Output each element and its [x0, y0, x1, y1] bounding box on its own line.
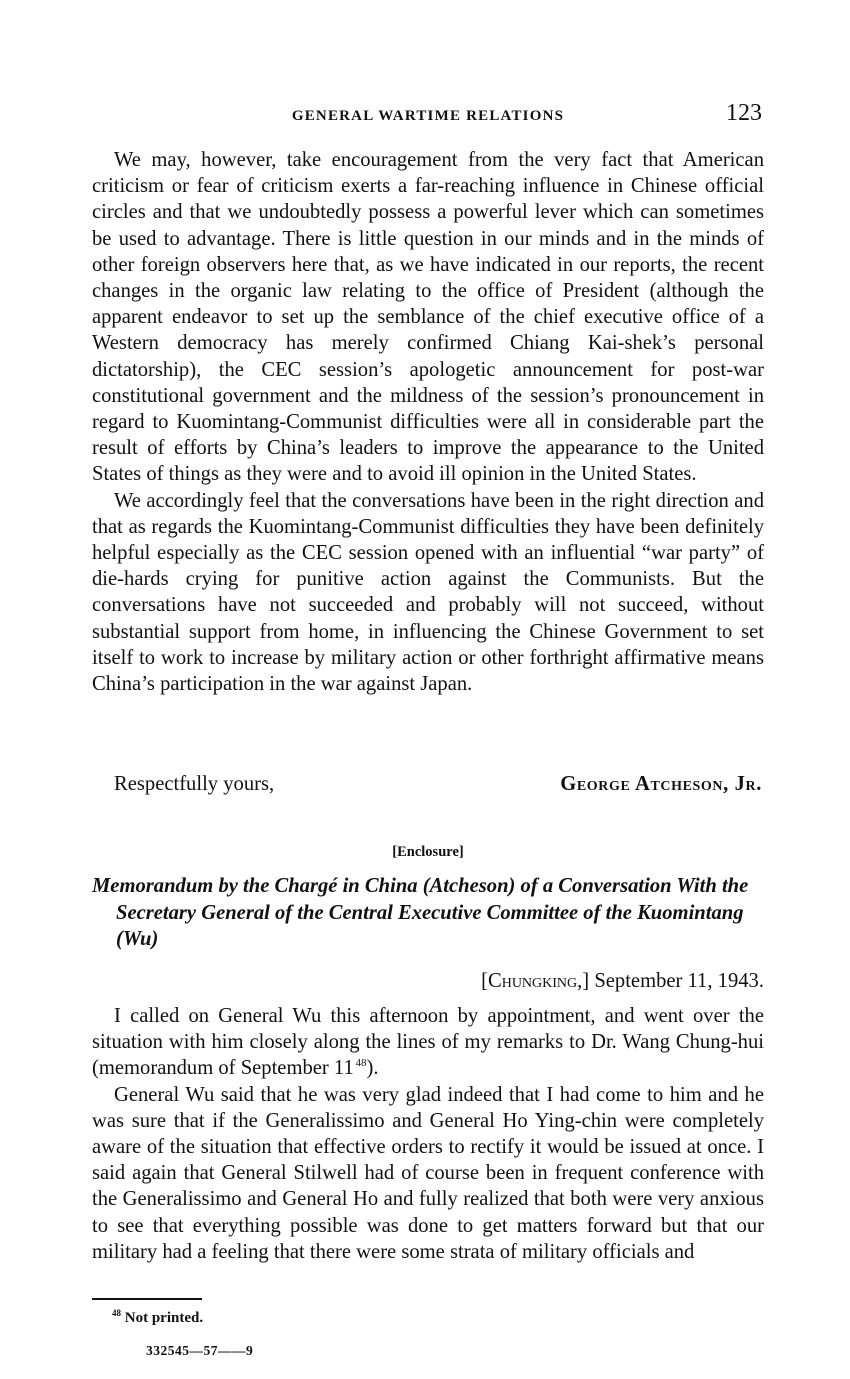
memo-paragraph	[92, 1003, 764, 1082]
footnote	[112, 1310, 203, 1327]
memo-paragraph-text: I called on General Wu this afternoon by appointment, and went over the situation with him closely along the lines of my remarks to Dr. Wang Chung-hui (memorandum of September 11	[92, 1005, 764, 1080]
memorandum-title: Memorandum by the Chargé in China (Atcheson) of a Conversation With the Secretary General of the Central Executive Committee of the Kuomintang (Wu)	[92, 875, 749, 950]
memo-paragraph-end: ).	[366, 1057, 379, 1080]
enclosure-label: [Enclosure]	[392, 844, 464, 860]
footnote-reference[interactable]: 48	[355, 1057, 367, 1070]
memorandum-body	[92, 1003, 764, 1265]
letter-paragraph: We accordingly feel that the conversations have been in the right direction and that as regards the Kuomintang-Communist difficulties they have been definitely helpful especially as the CEC session opened with an influential “war party” of die-hards crying for punitive action against the Communists. But the conversations have not succeeded and probably will not succeed, without substantial support from home, in influencing the Chinese Government to set itself to work to increase by military action or other forthright affirmative means China’s participation in the war against Japan.	[92, 489, 764, 696]
letter-closing	[92, 773, 764, 801]
footnote-text: Not printed.	[124, 1310, 204, 1326]
footnote-divider	[92, 1298, 202, 1300]
running-title: GENERAL WARTIME RELATIONS	[291, 108, 565, 124]
dateline-place: [Chungking,]	[481, 970, 590, 992]
closing-phrase: Respectfully yours,	[114, 773, 275, 795]
memo-paragraph: General Wu said that he was very glad indeed that I had come to him and he was sure that if the Generalissimo and General Ho Ying-chin were completely aware of the situation that effective orders to rectify it would be issued at once. I said again that General Stilwell had of course been in frequent conference with the Generalissimo and General Ho and fully realized that both were very anxious to see that everything possible was done to get matters forward but that our military had a feeling that there were some strata of military officials and	[92, 1083, 764, 1263]
letter-body	[92, 147, 764, 697]
running-head	[92, 100, 764, 134]
letter-paragraph: We may, however, take encouragement from the very fact that American criticism or fear of criticism exerts a far-reaching influence in Chinese official circles and that we undoubtedly possess a powerful lever which can sometimes be used to advantage. There is little question in our minds and in the minds of other foreign observers here that, as we have indicated in our reports, the recent changes in the organic law relating to the office of President (although the apparent endeavor to set up the semblance of the chief executive office of a Western democracy has merely confirmed Chiang Kai-shek’s personal dictatorship), the CEC session’s apologetic announcement for post-war constitutional government and the mildness of the session’s pronouncement in regard to Kuomintang-Communist difficulties were all in considerable part the result of efforts by China’s leaders to improve the appearance to the United States of things as they were and to avoid ill opinion in the United States.	[92, 149, 764, 486]
dateline	[481, 970, 764, 993]
signature: George Atcheson, Jr.	[560, 773, 762, 795]
page-number: 123	[726, 100, 762, 126]
printer-mark: 332545—57——9	[146, 1343, 254, 1358]
dateline-date: September 11, 1943.	[594, 970, 764, 992]
footnote-marker: 48	[112, 1308, 121, 1318]
